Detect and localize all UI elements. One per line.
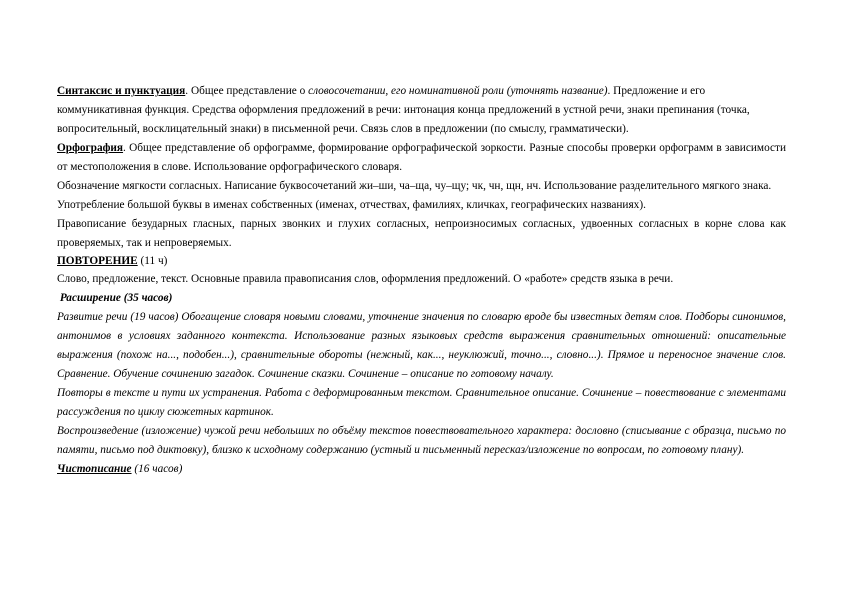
repeat-paragraph: Слово, предложение, текст. Основные правила правописания слов, оформления предложений. О «работе» средств языка в речи. [57,273,674,285]
document-page [57,82,786,479]
calligraphy-title: Чистописание [57,463,132,475]
extension-heading: Расширение (35 часов) [57,292,173,304]
section-heading-orthography: Орфография [57,142,124,154]
repeat-hours: (11 ч) [137,255,168,267]
text: Обогащение словаря новыми словами, уточнение значения по словарю вроде бы известных детям слов. Подборы синонимов, антонимов в условиях заданного контекста. Использование разных языковых средств выражения сравнительных отношений: описательные выражения (похож на..., подобен...), сравнительные обороты (нежный, как..., неуклюжий, точно..., словно...). Прямое и переносное значение слов. Сравнение. Обучение сочинению загадок. Сочинение сказки. Сочинение – описание по готовому началу. [57,311,786,380]
syntax-paragraph [57,82,786,139]
speech-paragraph [57,308,786,384]
text: . Общее представление о [185,85,309,97]
repeat-heading [57,253,786,270]
text: . Общее представление об орфограмме, формирование орфографической зоркости. Разные способы проверки орфограмм в зависимости от местоположения в слове. Использование орфографического словаря. [57,142,786,173]
calligraphy-heading [57,460,786,479]
retelling-paragraph: Воспроизведение (изложение) чужой речи небольших по объёму текстов повествовательного характера: дословно (списывание с образца, письмо по памяти, письмо под диктовку), близко к исходному содержанию (устный и письменный пересказ/изложение по вопросам, по готовому плану). [57,425,786,456]
speech-heading: Развитие речи (19 часов) [57,311,179,323]
calligraphy-hours: (16 часов) [131,463,183,475]
repetitions-paragraph: Повторы в тексте и пути их устранения. Работа с деформированным текстом. Сравнительное описание. Сочинение – повествование с элементами рассуждения по циклу сюжетных картинок. [57,387,786,418]
section-heading-syntax: Синтаксис и пунктуация [57,85,186,97]
text: . Предложение и его коммуникативная функция. Средства оформления предложений в речи: интонация конца предложений в устной речи, знаки препинания (точка, вопросительный, восклицательный знаки) в письменной речи. Связь слов в предложении (по смыслу, грамматически). [57,85,750,135]
soft-consonants-paragraph: Обозначение мягкости согласных. Написание буквосочетаний жи–ши, ча–ща, чу–щу; чк, чн, щн, нч. Использование разделительного мягкого знака. [57,180,772,192]
italic-text: словосочетании, его номинативной роли (уточнять название) [308,85,608,97]
spelling-paragraph: Правописание безударных гласных, парных звонких и глухих согласных, непроизносимых согласных, удвоенных согласных в корне слова как проверяемых, так и непроверяемых. [57,218,786,249]
repeat-title: ПОВТОРЕНИЕ [57,255,138,267]
capital-letters-paragraph: Употребление большой буквы в именах собственных (именах, отчествах, фамилиях, кличках, географических названиях). [57,199,646,211]
orthography-paragraph [57,139,786,177]
